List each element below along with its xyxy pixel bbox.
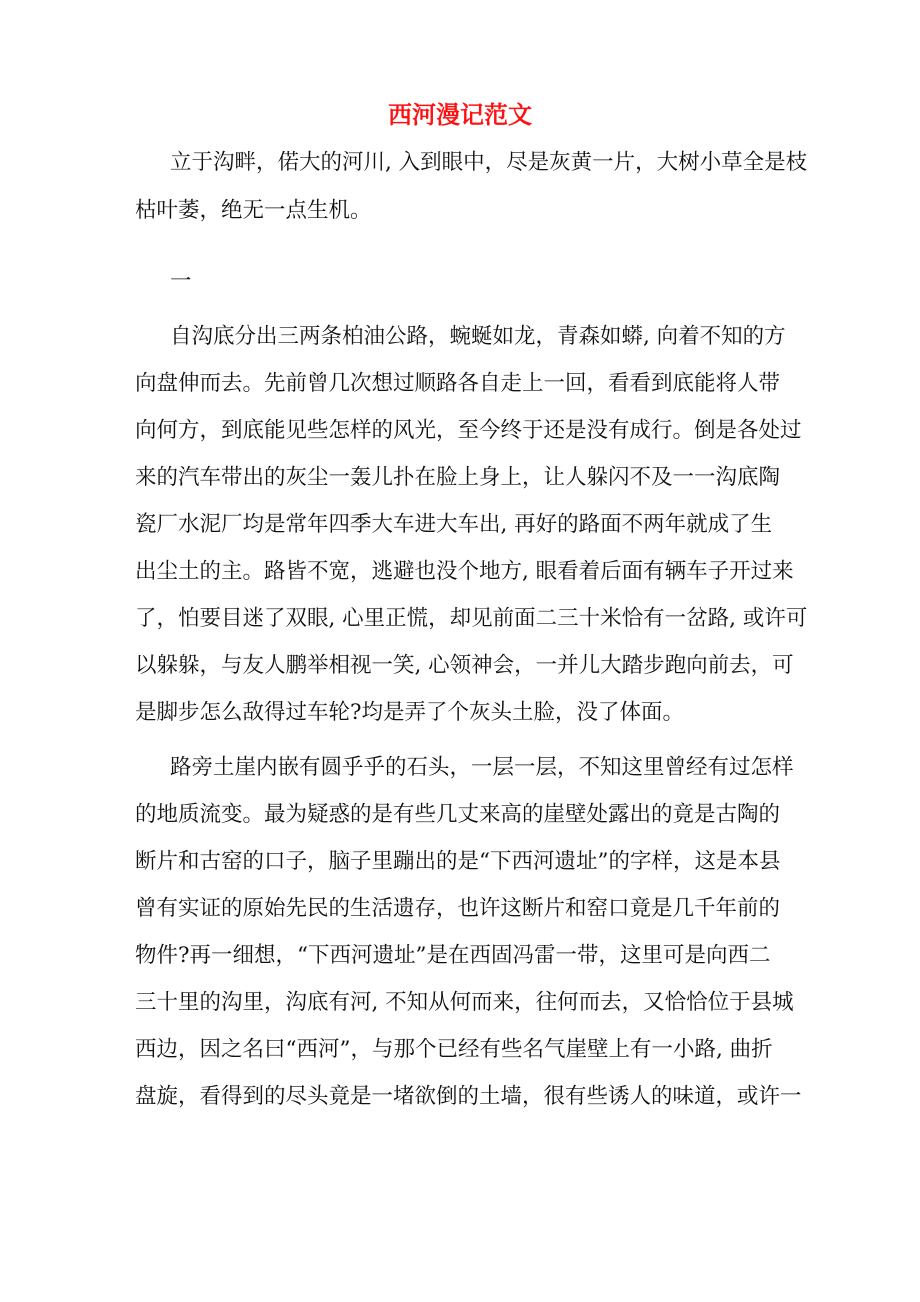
- paragraph-3-line-6: 三十里的沟里，沟底有河, 不知从何而来，往何而去，又恰恰位于县城: [135, 990, 794, 1015]
- document-title: 西河漫记范文: [388, 100, 532, 129]
- paragraph-2-line-1: 自沟底分出三两条柏油公路，蜿蜒如龙，青森如蟒, 向着不知的方: [170, 324, 786, 349]
- paragraph-3-line-2: 的地质流变。最为疑惑的是有些几丈来高的崖壁处露出的竟是古陶的: [135, 802, 781, 827]
- paragraph-1-line-1: 立于沟畔，偌大的河川, 入到眼中，尽是灰黄一片，大树小草全是枝: [170, 150, 808, 175]
- paragraph-2-line-3: 向何方，到底能见些怎样的风光，至今终于还是没有成行。倒是各处过: [135, 418, 802, 443]
- paragraph-2-line-9: 是脚步怎么敌得过车轮?均是弄了个灰头土脸，没了体面。: [135, 700, 685, 725]
- paragraph-2-line-7: 了，怕要目迷了双眼, 心里正慌，却见前面二三十米恰有一岔路, 或许可: [135, 606, 808, 631]
- paragraph-3-line-8: 盘旋，看得到的尽头竟是一堵欲倒的土墙，很有些诱人的味道，或许一: [135, 1084, 802, 1109]
- paragraph-3-line-7: 西边，因之名曰“西河”，与那个已经有些名气崖壁上有一小路, 曲折: [135, 1037, 773, 1062]
- paragraph-2-line-5: 瓷厂水泥厂均是常年四季大车进大车出, 再好的路面不两年就成了生: [135, 512, 773, 537]
- paragraph-2-line-4: 来的汽车带出的灰尘一轰儿扑在脸上身上，让人躲闪不及一一沟底陶: [135, 465, 781, 490]
- paragraph-2-line-8: 以躲躲，与友人鹏举相视一笑, 心领神会，一并儿大踏步跑向前去，可: [135, 653, 794, 678]
- paragraph-3-line-3: 断片和古窑的口子，脑子里蹦出的是“下西河遗址”的字样，这是本县: [135, 849, 781, 874]
- paragraph-3-line-1: 路旁土崖内嵌有圆乎乎的石头，一层一层，不知这里曾经有过怎样: [170, 755, 794, 780]
- section-number: 一: [170, 269, 192, 294]
- paragraph-3-line-4: 曾有实证的原始先民的生活遗存，也许这断片和窑口竟是几千年前的: [135, 896, 781, 921]
- paragraph-1-line-2: 枯叶萎，绝无一点生机。: [135, 198, 372, 223]
- paragraph-3-line-5: 物件?再一细想，“下西河遗址”是在西固冯雷一带，这里可是向西二: [135, 943, 771, 968]
- paragraph-2-line-2: 向盘伸而去。先前曾几次想过顺路各自走上一回，看看到底能将人带: [135, 371, 781, 396]
- paragraph-2-line-6: 出尘土的主。路皆不宽，逃避也没个地方, 眼看着后面有辆车子开过来: [135, 559, 794, 584]
